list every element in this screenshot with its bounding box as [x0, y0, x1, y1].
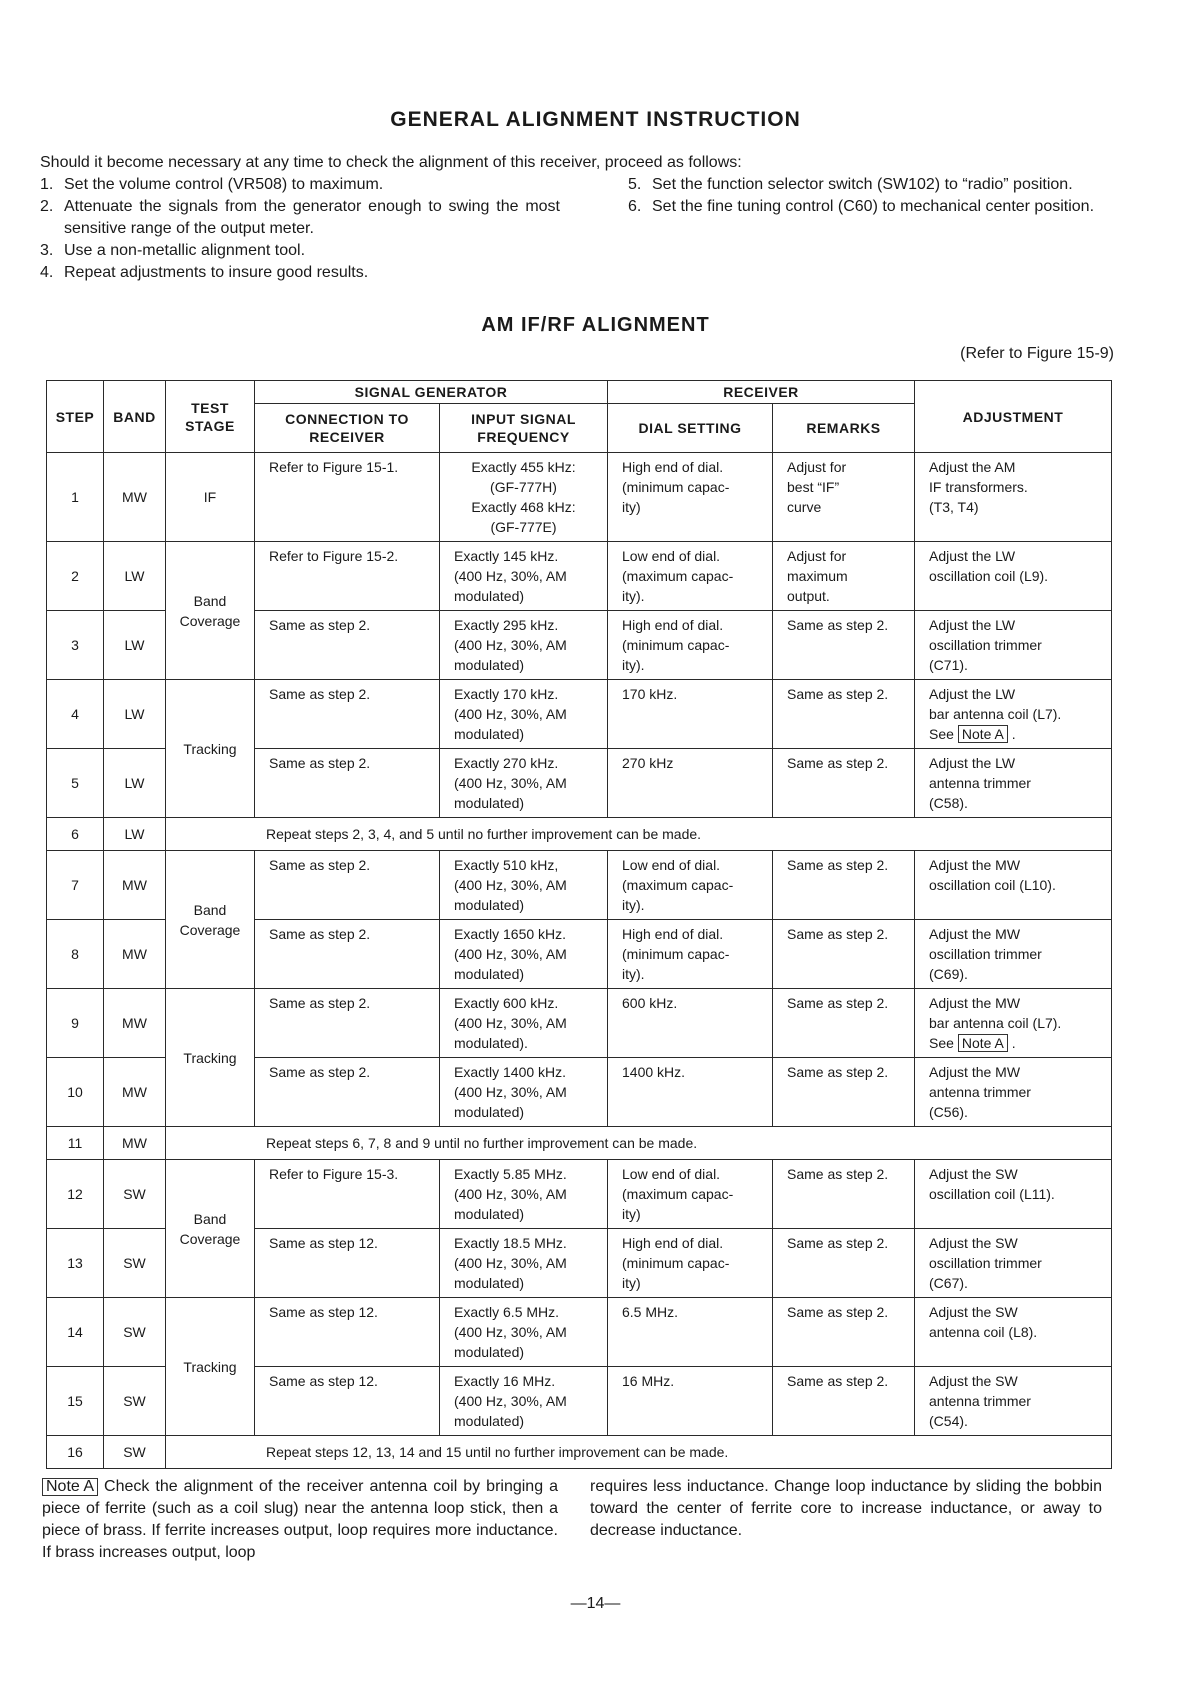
header-row	[47, 381, 1112, 404]
header-adjustment: ADJUSTMENT	[915, 381, 1112, 453]
step-cell: 6	[47, 818, 104, 851]
remarks-cell: Adjust for maximum output.	[773, 542, 915, 611]
note-a-reference: Note A	[958, 725, 1008, 743]
note-suffix: .	[1011, 726, 1016, 742]
connection-cell: Refer to Figure 15-3.	[255, 1160, 440, 1229]
step-cell: 15	[47, 1367, 104, 1436]
instruction-number: 6.	[628, 198, 642, 215]
connection-cell: Same as step 2.	[255, 920, 440, 989]
adjustment-cell: Adjust the MW oscillation coil (L10).	[915, 851, 1112, 920]
frequency-cell: Exactly 170 kHz. (400 Hz, 30%, AM modulated)	[440, 680, 608, 749]
band-cell: LW	[104, 542, 166, 611]
remarks-cell: Same as step 2.	[773, 749, 915, 818]
remarks-cell: Same as step 2.	[773, 920, 915, 989]
dial-cell: High end of dial. (minimum capac- ity).	[608, 920, 773, 989]
instruction-text: Attenuate the signals from the generator enough to swing the most sensitive range of the output meter.	[64, 198, 560, 237]
frequency-cell: Exactly 510 kHz, (400 Hz, 30%, AM modulated)	[440, 851, 608, 920]
adjustment-cell: Adjust the SW antenna trimmer (C54).	[915, 1367, 1112, 1436]
instruction-number: 4.	[40, 264, 54, 281]
remarks-cell: Same as step 2.	[773, 989, 915, 1058]
header-receiver: RECEIVER	[608, 381, 915, 404]
repeat-cell: Repeat steps 12, 13, 14 and 15 until no further improvement can be made.	[166, 1436, 1112, 1469]
band-cell: MW	[104, 989, 166, 1058]
remarks-cell: Same as step 2.	[773, 680, 915, 749]
step-cell: 1	[47, 453, 104, 542]
dial-cell: Low end of dial. (maximum capac- ity).	[608, 851, 773, 920]
instruction-number: 5.	[628, 176, 642, 193]
dial-cell: High end of dial. (minimum capac- ity).	[608, 611, 773, 680]
step-cell: 7	[47, 851, 104, 920]
table-row	[47, 453, 1112, 542]
stage-cell: Tracking	[166, 1298, 255, 1436]
remarks-cell: Same as step 2.	[773, 1298, 915, 1367]
table-row	[47, 818, 1112, 851]
instruction-item	[40, 174, 560, 196]
instruction-text: Set the function selector switch (SW102) to “radio” position.	[652, 176, 1073, 193]
page-number: —14—	[570, 1595, 621, 1612]
dial-cell: 16 MHz.	[608, 1367, 773, 1436]
step-cell: 2	[47, 542, 104, 611]
step-cell: 11	[47, 1127, 104, 1160]
band-cell: MW	[104, 1058, 166, 1127]
connection-cell: Same as step 2.	[255, 749, 440, 818]
table-row	[47, 851, 1112, 920]
step-cell: 5	[47, 749, 104, 818]
remarks-cell: Same as step 2.	[773, 611, 915, 680]
band-cell: MW	[104, 453, 166, 542]
step-cell: 9	[47, 989, 104, 1058]
stage-cell: Band Coverage	[166, 542, 255, 680]
frequency-cell: Exactly 16 MHz. (400 Hz, 30%, AM modulated)	[440, 1367, 608, 1436]
instruction-text: Repeat adjustments to insure good results.	[64, 264, 369, 281]
alignment-table	[46, 380, 1112, 1469]
header-band: BAND	[104, 381, 166, 453]
connection-cell: Refer to Figure 15-1.	[255, 453, 440, 542]
header-dial-setting: DIAL SETTING	[608, 404, 773, 453]
frequency-cell: Exactly 1400 kHz. (400 Hz, 30%, AM modulated)	[440, 1058, 608, 1127]
section-title: AM IF/RF ALIGNMENT	[481, 314, 710, 336]
connection-cell: Same as step 2.	[255, 1058, 440, 1127]
band-cell: MW	[104, 920, 166, 989]
remarks-cell: Same as step 2.	[773, 1160, 915, 1229]
adjustment-cell: Adjust the LW antenna trimmer (C58).	[915, 749, 1112, 818]
instruction-number: 3.	[40, 242, 54, 259]
adjustment-cell: Adjust the SW oscillation trimmer (C67).	[915, 1229, 1112, 1298]
stage-cell: Band Coverage	[166, 851, 255, 989]
remarks-cell: Same as step 2.	[773, 851, 915, 920]
note-a-reference: Note A	[958, 1034, 1008, 1052]
frequency-cell: Exactly 600 kHz. (400 Hz, 30%, AM modulated).	[440, 989, 608, 1058]
table-row	[47, 1436, 1112, 1469]
band-cell: SW	[104, 1160, 166, 1229]
band-cell: SW	[104, 1436, 166, 1469]
connection-cell: Same as step 2.	[255, 611, 440, 680]
adjustment-cell: Adjust the SW oscillation coil (L11).	[915, 1160, 1112, 1229]
connection-cell: Same as step 12.	[255, 1298, 440, 1367]
band-cell: LW	[104, 611, 166, 680]
remarks-cell: Same as step 2.	[773, 1058, 915, 1127]
band-cell: SW	[104, 1367, 166, 1436]
table-row	[47, 680, 1112, 749]
adjustment-cell: Adjust the MW oscillation trimmer (C69).	[915, 920, 1112, 989]
band-cell: MW	[104, 851, 166, 920]
instructions-right	[628, 174, 1141, 218]
remarks-cell: Same as step 2.	[773, 1229, 915, 1298]
connection-cell: Same as step 2.	[255, 851, 440, 920]
table-row	[47, 1160, 1112, 1229]
connection-cell: Same as step 2.	[255, 989, 440, 1058]
header-test-stage: TEST STAGE	[166, 381, 255, 453]
stage-cell: IF	[166, 453, 255, 542]
band-cell: MW	[104, 1127, 166, 1160]
step-cell: 4	[47, 680, 104, 749]
instruction-number: 1.	[40, 176, 54, 193]
repeat-cell: Repeat steps 2, 3, 4, and 5 until no further improvement can be made.	[166, 818, 1112, 851]
table-row	[47, 989, 1112, 1058]
note-a-text-left: Check the alignment of the receiver antenna coil by bringing a piece of ferrite (such as a coil slug) near the antenna loop stick, then a piece of brass. If ferrite increases output, loop requires more inductance. If brass increases output, loop	[42, 1478, 558, 1561]
connection-cell: Same as step 2.	[255, 680, 440, 749]
frequency-cell: Exactly 145 kHz. (400 Hz, 30%, AM modulated)	[440, 542, 608, 611]
instruction-item	[40, 240, 560, 262]
dial-cell: High end of dial. (minimum capac- ity)	[608, 1229, 773, 1298]
band-cell: SW	[104, 1298, 166, 1367]
frequency-cell: Exactly 18.5 MHz. (400 Hz, 30%, AM modulated)	[440, 1229, 608, 1298]
frequency-cell: Exactly 455 kHz: (GF-777H) Exactly 468 kHz: (GF-777E)	[440, 453, 608, 542]
dial-cell: Low end of dial. (maximum capac- ity).	[608, 542, 773, 611]
frequency-cell: Exactly 295 kHz. (400 Hz, 30%, AM modulated)	[440, 611, 608, 680]
header-step: STEP	[47, 381, 104, 453]
adjustment-cell	[915, 989, 1112, 1058]
dial-cell: High end of dial. (minimum capac- ity)	[608, 453, 773, 542]
instruction-text: Use a non-metallic alignment tool.	[64, 242, 306, 259]
band-cell: SW	[104, 1229, 166, 1298]
remarks-cell: Adjust for best “IF” curve	[773, 453, 915, 542]
dial-cell: Low end of dial. (maximum capac- ity)	[608, 1160, 773, 1229]
dial-cell: 170 kHz.	[608, 680, 773, 749]
page-title: GENERAL ALIGNMENT INSTRUCTION	[390, 108, 801, 131]
adjustment-text: Adjust the MW bar antenna coil (L7). See	[929, 995, 1062, 1051]
intro-text: Should it become necessary at any time to check the alignment of this receiver, proceed as follows:	[40, 154, 742, 171]
note-a-continued: requires less inductance. Change loop inductance by sliding the bobbin toward the center of ferrite core to increase inductance, or away to decrease inductance.	[590, 1478, 1102, 1539]
header-connection: CONNECTION TO RECEIVER	[255, 404, 440, 453]
step-cell: 16	[47, 1436, 104, 1469]
band-cell: LW	[104, 680, 166, 749]
stage-cell: Band Coverage	[166, 1160, 255, 1298]
instruction-item	[628, 174, 1141, 196]
dial-cell: 600 kHz.	[608, 989, 773, 1058]
step-cell: 12	[47, 1160, 104, 1229]
frequency-cell: Exactly 270 kHz. (400 Hz, 30%, AM modulated)	[440, 749, 608, 818]
connection-cell: Same as step 12.	[255, 1229, 440, 1298]
stage-cell: Tracking	[166, 989, 255, 1127]
instruction-text: Set the volume control (VR508) to maximum.	[64, 176, 384, 193]
step-cell: 8	[47, 920, 104, 989]
adjustment-cell: Adjust the LW oscillation coil (L9).	[915, 542, 1112, 611]
note-a-paragraph	[42, 1476, 558, 1564]
instruction-item	[40, 262, 560, 284]
instruction-item	[628, 196, 1141, 218]
step-cell: 10	[47, 1058, 104, 1127]
note-suffix: .	[1011, 1035, 1016, 1051]
adjustment-text: Adjust the LW bar antenna coil (L7). See	[929, 686, 1062, 742]
band-cell: LW	[104, 818, 166, 851]
connection-cell: Refer to Figure 15-2.	[255, 542, 440, 611]
adjustment-cell: Adjust the MW antenna trimmer (C56).	[915, 1058, 1112, 1127]
table-row	[47, 1127, 1112, 1160]
repeat-cell: Repeat steps 6, 7, 8 and 9 until no further improvement can be made.	[166, 1127, 1112, 1160]
adjustment-cell	[915, 680, 1112, 749]
dial-cell: 270 kHz	[608, 749, 773, 818]
step-cell: 3	[47, 611, 104, 680]
instruction-item	[40, 196, 560, 240]
stage-cell: Tracking	[166, 680, 255, 818]
step-cell: 13	[47, 1229, 104, 1298]
dial-cell: 6.5 MHz.	[608, 1298, 773, 1367]
note-a-label: Note A	[42, 1478, 98, 1496]
band-cell: LW	[104, 749, 166, 818]
frequency-cell: Exactly 6.5 MHz. (400 Hz, 30%, AM modulated)	[440, 1298, 608, 1367]
header-input-signal: INPUT SIGNAL FREQUENCY	[440, 404, 608, 453]
instructions-left	[40, 174, 560, 284]
adjustment-cell: Adjust the LW oscillation trimmer (C71).	[915, 611, 1112, 680]
frequency-cell: Exactly 1650 kHz. (400 Hz, 30%, AM modulated)	[440, 920, 608, 989]
instruction-number: 2.	[40, 198, 54, 215]
figure-reference: (Refer to Figure 15-9)	[960, 345, 1114, 362]
step-cell: 14	[47, 1298, 104, 1367]
remarks-cell: Same as step 2.	[773, 1367, 915, 1436]
adjustment-cell: Adjust the AM IF transformers. (T3, T4)	[915, 453, 1112, 542]
header-signal-generator: SIGNAL GENERATOR	[255, 381, 608, 404]
frequency-cell: Exactly 5.85 MHz. (400 Hz, 30%, AM modulated)	[440, 1160, 608, 1229]
header-remarks: REMARKS	[773, 404, 915, 453]
table-row	[47, 1298, 1112, 1367]
connection-cell: Same as step 12.	[255, 1367, 440, 1436]
dial-cell: 1400 kHz.	[608, 1058, 773, 1127]
table-row	[47, 542, 1112, 611]
adjustment-cell: Adjust the SW antenna coil (L8).	[915, 1298, 1112, 1367]
instruction-text: Set the fine tuning control (C60) to mechanical center position.	[652, 198, 1095, 215]
